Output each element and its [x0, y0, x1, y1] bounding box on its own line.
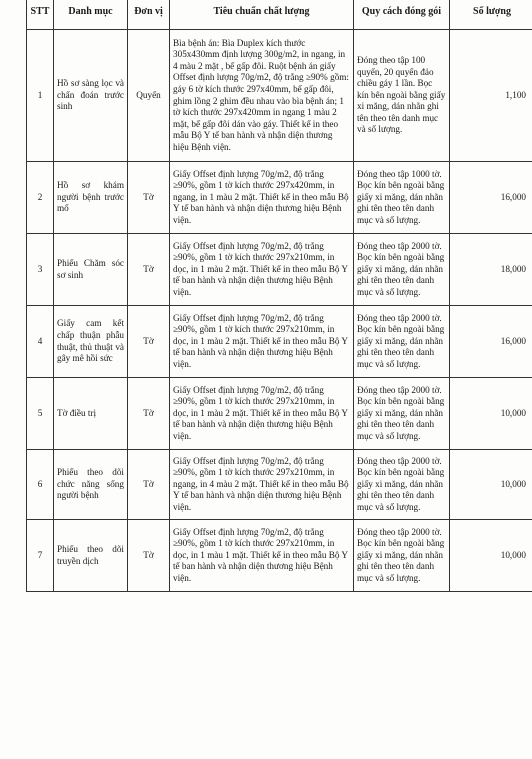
row-category: Tờ điều trị: [54, 378, 128, 450]
table-row: [27, 162, 532, 234]
header-stt: STT: [27, 0, 54, 30]
row-category: Hồ sơ sàng lọc và chẩn đoán trước sinh: [54, 30, 128, 162]
table-row: [27, 520, 532, 592]
table-row: [27, 30, 532, 162]
row-unit: Tờ: [128, 450, 170, 520]
row-stt: 6: [27, 450, 54, 520]
header-packing: Quy cách đóng gói: [354, 0, 450, 30]
header-quantity: Số lượng: [450, 0, 532, 30]
header-quality: Tiêu chuẩn chất lượng: [170, 0, 354, 30]
row-packing: Đóng theo tập 1000 tờ. Bọc kín bên ngoài bằng giấy xi măng, dán nhãn ghi tên theo tên danh mục và số lượng.: [354, 162, 450, 234]
row-quantity: 1,100: [450, 30, 532, 162]
header-category: Danh mục: [54, 0, 128, 30]
row-category: Hồ sơ khám người bệnh trước mổ: [54, 162, 128, 234]
row-quality-spec: Giấy Offset định lượng 70g/m2, độ trắng ≥90%, gồm 1 tờ kích thước 297x210mm, in dọc, in 1 màu 2 mặt. Thiết kế in theo mẫu Bộ Y tế ban hành và nhận diện thương hiệu Bệnh viện.: [170, 234, 354, 306]
row-unit: Tờ: [128, 378, 170, 450]
row-category: Phiếu theo dõi truyền dịch: [54, 520, 128, 592]
row-unit: Tờ: [128, 162, 170, 234]
table-header-row: [27, 0, 532, 30]
row-quality-spec: Giấy Offset định lượng 70g/m2, độ trắng ≥90%, gồm 1 tờ kích thước 297x210mm, in dọc, in 1 màu 2 mặt. Thiết kế in theo mẫu Bộ Y tế ban hành và nhận diện thương hiệu Bệnh viện.: [170, 378, 354, 450]
row-stt: 7: [27, 520, 54, 592]
row-category: Phiếu theo dõi chức năng sống người bệnh: [54, 450, 128, 520]
header-unit: Đơn vị: [128, 0, 170, 30]
table-row: [27, 450, 532, 520]
row-packing: Đóng theo tập 2000 tờ. Bọc kín bên ngoài bằng giấy xi măng, dán nhãn ghi tên theo tên danh mục và số lượng.: [354, 234, 450, 306]
row-category: Giấy cam kết chấp thuận phẫu thuật, thủ thuật và gây mê hồi sức: [54, 306, 128, 378]
row-quantity: 18,000: [450, 234, 532, 306]
row-stt: 2: [27, 162, 54, 234]
row-packing: Đóng theo tập 2000 tờ. Bọc kín bên ngoài bằng giấy xi măng, dán nhãn ghi tên theo tên danh mục và số lượng.: [354, 520, 450, 592]
row-stt: 1: [27, 30, 54, 162]
table-row: [27, 378, 532, 450]
row-stt: 5: [27, 378, 54, 450]
row-unit: Quyển: [128, 30, 170, 162]
row-quantity: 10,000: [450, 520, 532, 592]
row-quantity: 10,000: [450, 378, 532, 450]
row-quantity: 16,000: [450, 306, 532, 378]
row-category: Phiếu Chăm sóc sơ sinh: [54, 234, 128, 306]
row-unit: Tờ: [128, 234, 170, 306]
row-packing: Đóng theo tập 2000 tờ. Bọc kín bên ngoài bằng giấy xi măng, dán nhãn ghi tên theo tên danh mục và số lượng.: [354, 306, 450, 378]
row-quality-spec: Giấy Offset định lượng 70g/m2, độ trắng ≥90%, gồm 1 tờ kích thước 297x210mm, in ngang, in 4 màu 2 mặt. Thiết kế in theo mẫu Bộ Y tế ban hành và nhận diện thương hiệu Bệnh viện.: [170, 450, 354, 520]
row-stt: 3: [27, 234, 54, 306]
row-quality-spec: Giấy Offset định lượng 70g/m2, độ trắng ≥90%, gồm 1 tờ kích thước 297x210mm, in dọc, in 1 màu 2 mặt. Thiết kế in theo mẫu Bộ Y tế ban hành và nhận diện thương hiệu Bệnh viện.: [170, 306, 354, 378]
row-quantity: 10,000: [450, 450, 532, 520]
row-quantity: 16,000: [450, 162, 532, 234]
row-unit: Tờ: [128, 520, 170, 592]
row-stt: 4: [27, 306, 54, 378]
row-quality-spec: Giấy Offset định lượng 70g/m2, độ trắng ≥90%, gồm 1 tờ kích thước 297x420mm, in ngang, in 1 màu 2 mặt. Thiết kế in theo mẫu Bộ Y tế ban hành và nhận diện thương hiệu Bệnh viện.: [170, 162, 354, 234]
procurement-table: [26, 0, 532, 592]
row-packing: Đóng theo tập 2000 tờ. Bọc kín bên ngoài bằng giấy xi măng, dán nhãn ghi tên theo tên danh mục và số lượng.: [354, 378, 450, 450]
row-packing: Đóng theo tập 2000 tờ. Bọc kín bên ngoài bằng giấy xi măng, dán nhãn ghi tên theo tên danh mục và số lượng.: [354, 450, 450, 520]
table-row: [27, 306, 532, 378]
row-unit: Tờ: [128, 306, 170, 378]
row-packing: Đóng theo tập 100 quyển, 20 quyển đảo chiều gáy 1 lần. Bọc kín bên ngoài bằng giấy xi măng, dán nhãn ghi tên theo tên danh mục và số lượng.: [354, 30, 450, 162]
row-quality-spec: Bìa bệnh án: Bìa Duplex kích thước 305x430mm định lượng 300g/m2, in ngang, in 4 màu 2 mặt , bế gấp đôi. Ruột bệnh án giấy Offset định lượng 70g/m2, độ trắng ≥90% gồm: gáy 6 tờ kích thước 297x40mm, bế gấp đôi, ghim lồng 2 ghim đều nhau vào bìa bệnh án; 1 tờ kích thước 297x420mm in ngang 1 màu 2 mặt, bế gấp đôi dán vào gáy. Thiết kế in theo mẫu Bộ Y tế ban hành và nhận diện thương hiệu Bệnh viện.: [170, 30, 354, 162]
row-quality-spec: Giấy Offset định lượng 70g/m2, độ trắng ≥90%, gồm 1 tờ kích thước 297x210mm, in dọc, in 1 màu 1 mặt. Thiết kế in theo mẫu Bộ Y tế ban hành và nhận diện thương hiệu Bệnh viện.: [170, 520, 354, 592]
table-row: [27, 234, 532, 306]
